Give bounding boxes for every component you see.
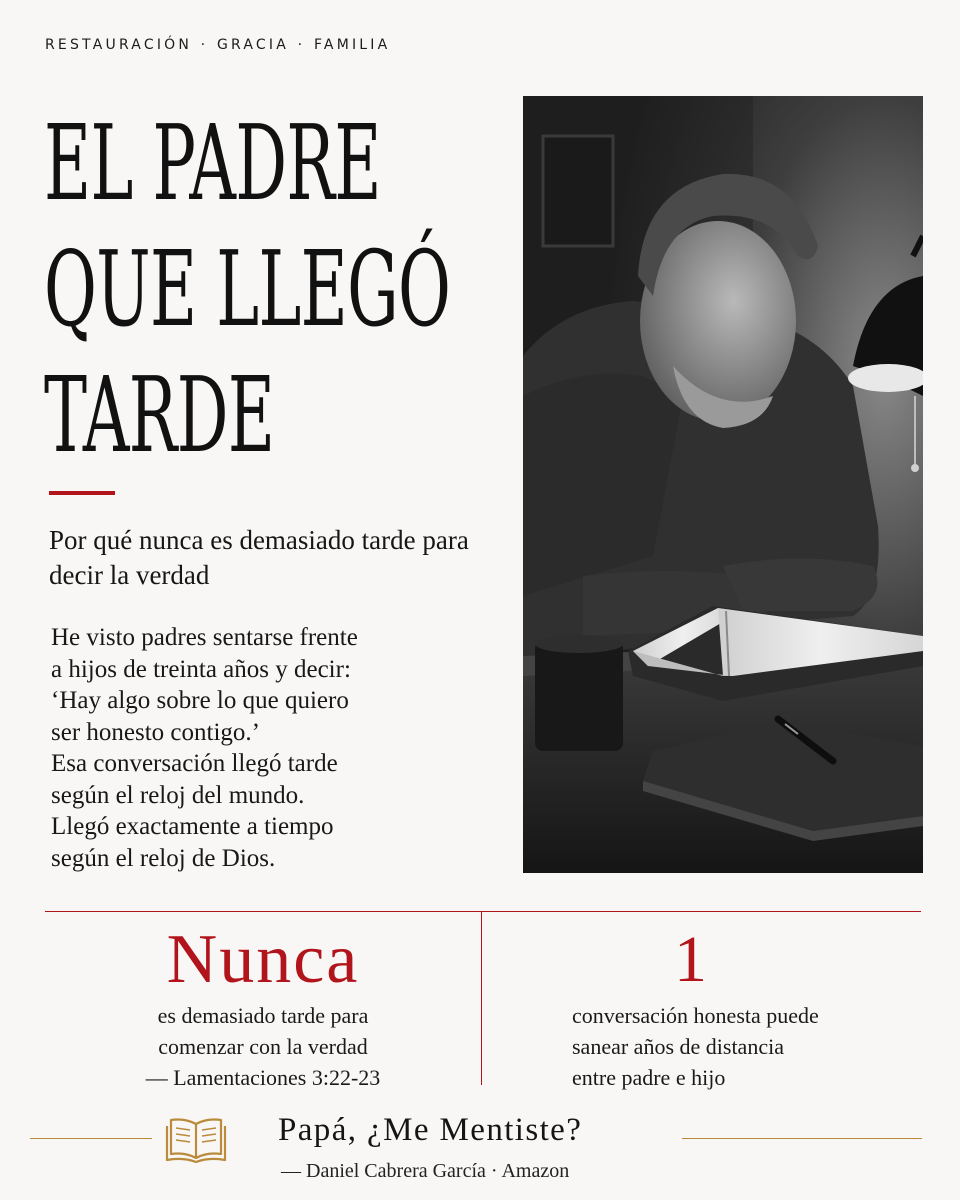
stats-divider xyxy=(481,912,482,1085)
tagline: RESTAURACIÓN · GRACIA · FAMILIA xyxy=(45,37,391,53)
stat-citation: — Lamentaciones 3:22-23 xyxy=(145,1065,381,1090)
stat-one-conversation xyxy=(540,918,880,1093)
open-book-icon xyxy=(165,1114,227,1164)
stat-caption-line: sanear años de distancia xyxy=(572,1034,784,1059)
body-line: a hijos de treinta años y decir: xyxy=(51,655,351,683)
stat-caption xyxy=(540,1000,880,1093)
headline-line-2: QUE LLEGÓ xyxy=(44,228,451,350)
body-line: ‘Hay algo sobre lo que quiero xyxy=(51,687,349,714)
stat-value: Nunca xyxy=(166,921,360,998)
man-reading-bible-photo xyxy=(523,96,923,873)
stat-caption xyxy=(45,1000,481,1093)
stats-top-rule xyxy=(45,911,921,912)
body-line: Esa conversación llegó tarde xyxy=(51,750,338,777)
subtitle: Por qué nunca es demasiado tarde para decir la verdad xyxy=(49,525,469,590)
book-title: Papá, ¿Me Mentiste? xyxy=(278,1112,583,1148)
headline xyxy=(44,100,515,478)
stat-nunca xyxy=(45,918,481,1093)
stat-caption-line: entre padre e hijo xyxy=(572,1065,726,1090)
stat-caption-line: comenzar con la verdad xyxy=(158,1034,368,1059)
stat-value: 1 xyxy=(674,923,709,996)
headline-line-1: EL PADRE xyxy=(44,102,381,224)
body-line: ser honesto contigo.’ xyxy=(51,718,260,746)
footer-rule-left xyxy=(30,1138,152,1139)
footer-rule-right xyxy=(682,1138,922,1139)
accent-rule xyxy=(49,491,115,495)
body-line: según el reloj del mundo. xyxy=(51,781,305,809)
stat-caption-line: conversación honesta puede xyxy=(572,1003,819,1028)
body-line: He visto padres sentarse frente xyxy=(51,624,358,651)
body-line: según el reloj de Dios. xyxy=(51,844,276,872)
body-paragraph xyxy=(51,622,491,874)
body-line: Llegó exactamente a tiempo xyxy=(51,813,334,840)
stat-caption-line: es demasiado tarde para xyxy=(157,1003,369,1028)
book-author: — Daniel Cabrera García · Amazon xyxy=(281,1160,570,1182)
headline-line-3: TARDE xyxy=(44,354,275,476)
